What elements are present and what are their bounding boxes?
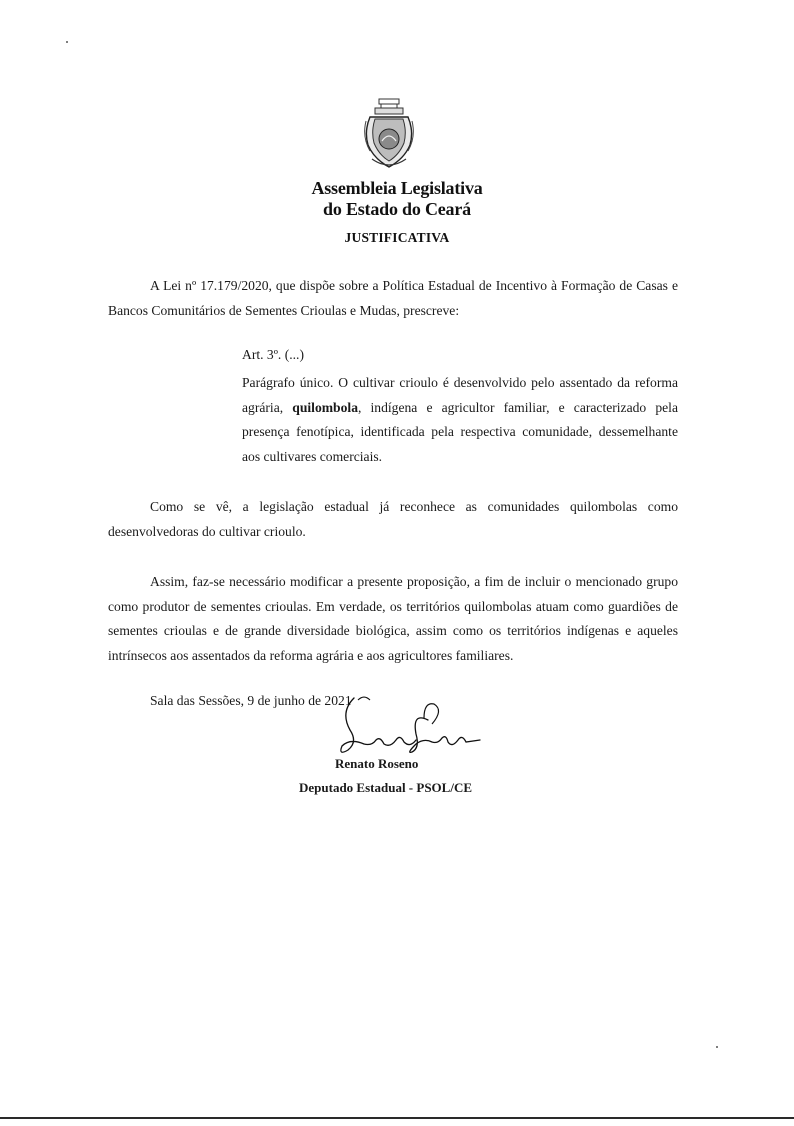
document-heading: JUSTIFICATIVA (344, 230, 450, 245)
bottom-rule (0, 1117, 794, 1119)
paragraph-intro: A Lei nº 17.179/2020, que dispõe sobre a Política Estadual de Incentivo à Formação de Casas e Bancos Comunitários de Sementes Crioulas e Mudas, prescreve: (108, 278, 678, 318)
signer-role: Deputado Estadual - PSOL/CE (299, 780, 473, 795)
institution-name-line1: Assembleia Legislativa (311, 178, 483, 198)
quote-text-before: Parágrafo único. O cultivar crioulo é desenvolvido pelo assentado da reforma agrária, (242, 375, 678, 415)
quote-paragraph (242, 371, 678, 469)
institution-name-line2: do Estado do Ceará (323, 199, 471, 219)
ceara-coat-of-arms-icon (360, 97, 418, 173)
quote-article: Art. 3º. (...) (242, 347, 304, 362)
scan-speck (716, 1046, 718, 1048)
place-and-date: Sala das Sessões, 9 de junho de 2021 (150, 693, 352, 708)
paragraph-recognition: Como se vê, a legislação estadual já reconhece as comunidades quilombolas como desenvolvedoras do cultivar crioulo. (108, 499, 678, 539)
quote-bold-term: quilombola (292, 399, 358, 415)
paragraph-justification: Assim, faz-se necessário modificar a presente proposição, a fim de incluir o mencionado grupo como produtor de sementes crioulas. Em verdade, os territórios quilombolas atuam como guardiões de sementes crioulas e de grande diversidade biológica, assim como os territórios indígenas e aqueles intrínsecos aos assentados da reforma agrária e aos agricultores familiares. (108, 574, 678, 663)
signer-name: Renato Roseno (335, 756, 419, 771)
scan-speck (66, 41, 68, 43)
quote-text-after: , indígena e agricultor familiar, e caracterizado pela presença fenotípica, identificada pela respectiva comunidade, dessemelhante aos cultivares comerciais. (242, 399, 678, 464)
